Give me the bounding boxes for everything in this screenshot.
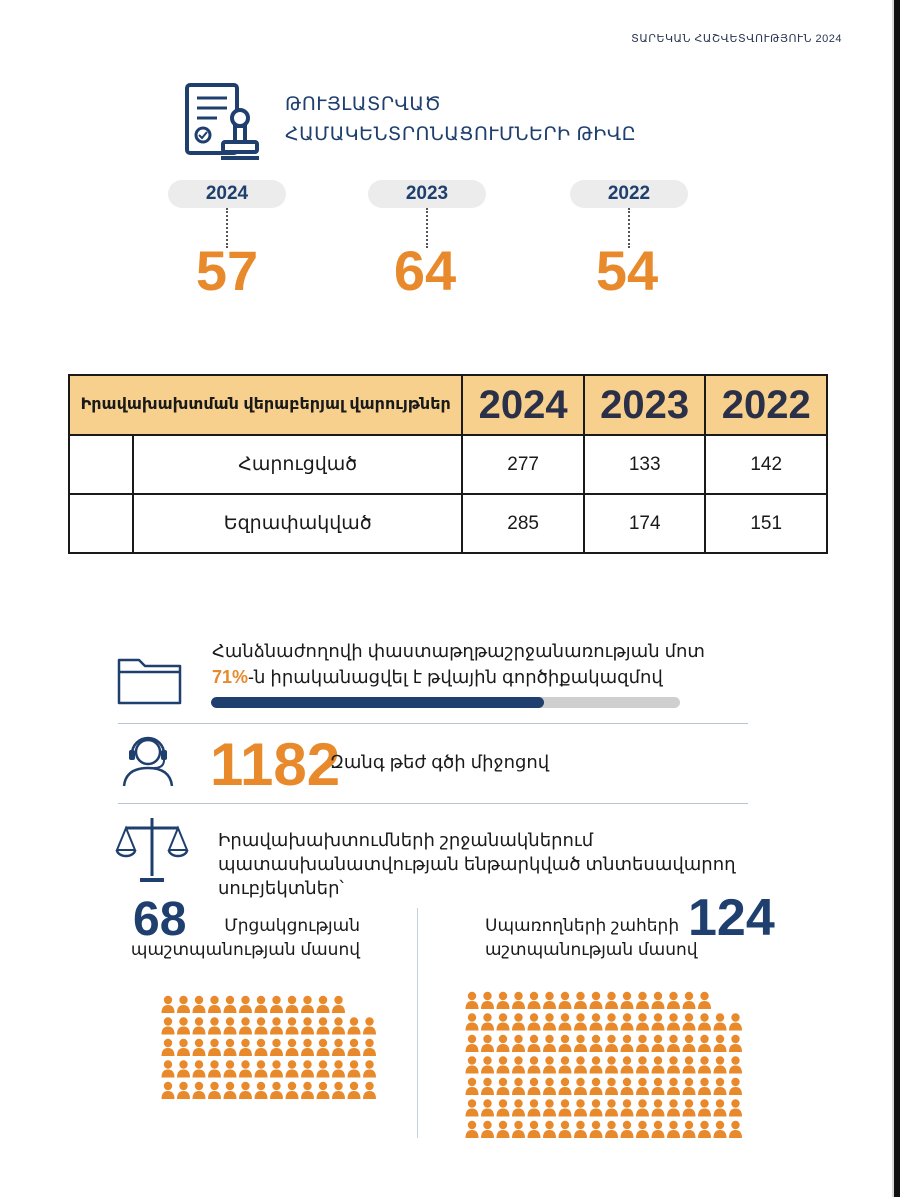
person-icon xyxy=(652,1121,665,1138)
person-icon xyxy=(574,1035,587,1052)
person-icon xyxy=(714,1121,727,1138)
person-icon xyxy=(652,1099,665,1116)
person-icon xyxy=(363,1060,376,1077)
person-icon xyxy=(512,1078,525,1095)
table-cell: 142 xyxy=(705,435,827,494)
person-icon xyxy=(301,1039,314,1056)
person-icon xyxy=(636,1013,649,1030)
table-header-year: 2024 xyxy=(462,375,584,435)
person-icon xyxy=(239,996,252,1013)
person-icon xyxy=(729,1035,742,1052)
person-icon xyxy=(363,1082,376,1099)
person-icon xyxy=(683,1078,696,1095)
column-divider xyxy=(417,908,418,1138)
person-icon xyxy=(636,1078,649,1095)
person-icon xyxy=(255,1017,268,1034)
person-icon xyxy=(559,1013,572,1030)
person-icon xyxy=(667,992,680,1009)
person-icon xyxy=(528,1035,541,1052)
person-icon xyxy=(590,1013,603,1030)
report-header-title: ՏԱՐԵԿԱՆ ՀԱՇՎԵՏՎՈՒԹՅՈՒՆ 2024 xyxy=(631,33,842,45)
table-row-label: Հարուցված xyxy=(133,435,462,494)
person-icon xyxy=(683,1121,696,1138)
person-icon xyxy=(208,1039,221,1056)
person-icon xyxy=(574,1056,587,1073)
person-icon xyxy=(698,992,711,1009)
person-icon xyxy=(667,1056,680,1073)
person-icon xyxy=(683,992,696,1009)
person-icon xyxy=(559,1035,572,1052)
section-divider xyxy=(118,723,748,724)
person-icon xyxy=(667,1035,680,1052)
person-icon xyxy=(177,996,190,1013)
person-icon xyxy=(667,1013,680,1030)
person-icon xyxy=(270,996,283,1013)
competition-count: 68 xyxy=(133,893,187,946)
person-icon xyxy=(224,1082,237,1099)
person-icon xyxy=(543,992,556,1009)
person-icon xyxy=(301,1017,314,1034)
page-edge xyxy=(894,0,900,1197)
person-icon xyxy=(636,1056,649,1073)
table-header-row xyxy=(69,375,827,435)
person-icon xyxy=(348,1017,361,1034)
competition-people-grid xyxy=(160,994,380,1144)
person-icon xyxy=(512,1013,525,1030)
year-value-2024: 57 xyxy=(195,239,259,302)
consumers-people-grid xyxy=(464,990,754,1140)
person-icon xyxy=(698,1078,711,1095)
person-icon xyxy=(332,1039,345,1056)
person-icon xyxy=(574,1078,587,1095)
person-icon xyxy=(332,1017,345,1034)
person-icon xyxy=(652,1013,665,1030)
person-icon xyxy=(729,1056,742,1073)
person-icon xyxy=(605,1099,618,1116)
person-icon xyxy=(605,1013,618,1030)
person-icon xyxy=(348,1039,361,1056)
person-icon xyxy=(667,1099,680,1116)
person-icon xyxy=(255,1082,268,1099)
person-icon xyxy=(574,1099,587,1116)
person-icon xyxy=(636,1099,649,1116)
person-icon xyxy=(239,1039,252,1056)
person-icon xyxy=(698,1099,711,1116)
person-icon xyxy=(667,1121,680,1138)
person-icon xyxy=(481,992,494,1009)
progress-fill xyxy=(211,697,544,708)
person-icon xyxy=(255,1039,268,1056)
person-icon xyxy=(574,1013,587,1030)
person-icon xyxy=(543,1099,556,1116)
person-icon xyxy=(270,1039,283,1056)
person-icon xyxy=(621,1121,634,1138)
table-row xyxy=(69,494,827,553)
person-icon xyxy=(636,1035,649,1052)
person-icon xyxy=(466,1121,479,1138)
table-cell: 133 xyxy=(584,435,706,494)
person-icon xyxy=(714,1099,727,1116)
person-icon xyxy=(348,1060,361,1077)
person-icon xyxy=(239,1082,252,1099)
person-icon xyxy=(528,1056,541,1073)
person-icon xyxy=(286,1017,299,1034)
person-icon xyxy=(652,1035,665,1052)
person-icon xyxy=(605,1121,618,1138)
year-value-2023: 64 xyxy=(393,239,457,302)
person-icon xyxy=(621,1013,634,1030)
document-stamp-icon xyxy=(183,82,263,169)
person-icon xyxy=(481,1099,494,1116)
person-icon xyxy=(559,1078,572,1095)
person-icon xyxy=(652,992,665,1009)
person-icon xyxy=(466,1099,479,1116)
person-icon xyxy=(497,1078,510,1095)
person-icon xyxy=(528,1013,541,1030)
person-icon xyxy=(590,1078,603,1095)
person-icon xyxy=(621,1056,634,1073)
digitalization-progress-bar xyxy=(211,697,680,708)
person-icon xyxy=(466,1035,479,1052)
person-icon xyxy=(301,996,314,1013)
person-icon xyxy=(286,996,299,1013)
person-icon xyxy=(270,1082,283,1099)
person-icon xyxy=(698,1013,711,1030)
person-icon xyxy=(543,1056,556,1073)
person-icon xyxy=(466,1013,479,1030)
person-icon xyxy=(729,1013,742,1030)
person-icon xyxy=(512,1056,525,1073)
person-icon xyxy=(481,1121,494,1138)
person-icon xyxy=(714,1013,727,1030)
person-icon xyxy=(636,992,649,1009)
person-icon xyxy=(466,992,479,1009)
year-label-2022: 2022 xyxy=(570,180,688,208)
scales-icon xyxy=(114,814,190,891)
person-icon xyxy=(317,1039,330,1056)
person-icon xyxy=(255,996,268,1013)
person-icon xyxy=(224,1039,237,1056)
person-icon xyxy=(332,1082,345,1099)
person-icon xyxy=(317,1082,330,1099)
person-icon xyxy=(481,1078,494,1095)
person-icon xyxy=(481,1035,494,1052)
person-icon xyxy=(317,996,330,1013)
person-icon xyxy=(348,1082,361,1099)
person-icon xyxy=(497,1056,510,1073)
person-icon xyxy=(193,1082,206,1099)
person-icon xyxy=(559,1056,572,1073)
person-icon xyxy=(239,1060,252,1077)
person-icon xyxy=(286,1060,299,1077)
person-icon xyxy=(621,1035,634,1052)
year-label-2024: 2024 xyxy=(168,180,286,208)
person-icon xyxy=(559,992,572,1009)
person-icon xyxy=(512,1099,525,1116)
person-icon xyxy=(714,1078,727,1095)
table-cell: 151 xyxy=(705,494,827,553)
person-icon xyxy=(621,1099,634,1116)
table-row-label: Եզրափակված xyxy=(133,494,462,553)
person-icon xyxy=(224,1017,237,1034)
headset-icon xyxy=(118,732,178,793)
person-icon xyxy=(301,1060,314,1077)
person-icon xyxy=(590,992,603,1009)
digitalization-percent: 71% xyxy=(212,667,249,687)
person-icon xyxy=(317,1060,330,1077)
person-icon xyxy=(714,1056,727,1073)
person-icon xyxy=(332,1060,345,1077)
person-icon xyxy=(543,1013,556,1030)
person-icon xyxy=(497,1013,510,1030)
table-row xyxy=(69,435,827,494)
hotline-label: Զանգ թեժ գծի միջոցով xyxy=(330,752,550,772)
person-icon xyxy=(512,992,525,1009)
hotline-count: 1182 xyxy=(210,731,341,798)
person-icon xyxy=(363,1017,376,1034)
person-icon xyxy=(621,992,634,1009)
person-icon xyxy=(208,1060,221,1077)
person-icon xyxy=(208,1017,221,1034)
person-icon xyxy=(605,992,618,1009)
person-icon xyxy=(714,1035,727,1052)
person-icon xyxy=(255,1060,268,1077)
person-icon xyxy=(162,1082,175,1099)
person-icon xyxy=(590,1035,603,1052)
page-edge-shadow xyxy=(892,0,894,1197)
person-icon xyxy=(224,1060,237,1077)
person-icon xyxy=(286,1039,299,1056)
person-icon xyxy=(193,1039,206,1056)
table-cell: 277 xyxy=(462,435,584,494)
year-value-2022: 54 xyxy=(595,239,659,302)
person-icon xyxy=(729,1078,742,1095)
person-icon xyxy=(497,1035,510,1052)
person-icon xyxy=(698,1035,711,1052)
person-icon xyxy=(162,1060,175,1077)
person-icon xyxy=(605,1078,618,1095)
person-icon xyxy=(667,1078,680,1095)
person-icon xyxy=(605,1035,618,1052)
person-icon xyxy=(466,1078,479,1095)
person-icon xyxy=(466,1056,479,1073)
person-icon xyxy=(559,1121,572,1138)
person-icon xyxy=(177,1039,190,1056)
year-label-2023: 2023 xyxy=(368,180,486,208)
person-icon xyxy=(652,1056,665,1073)
person-icon xyxy=(224,996,237,1013)
person-icon xyxy=(193,1060,206,1077)
person-icon xyxy=(528,992,541,1009)
person-icon xyxy=(698,1056,711,1073)
person-icon xyxy=(177,1082,190,1099)
person-icon xyxy=(208,996,221,1013)
person-icon xyxy=(574,1121,587,1138)
person-icon xyxy=(698,1121,711,1138)
person-icon xyxy=(512,1121,525,1138)
person-icon xyxy=(208,1082,221,1099)
person-icon xyxy=(543,1078,556,1095)
person-icon xyxy=(729,1121,742,1138)
person-icon xyxy=(270,1017,283,1034)
person-icon xyxy=(605,1056,618,1073)
person-icon xyxy=(543,1121,556,1138)
proceedings-table xyxy=(68,374,828,554)
person-icon xyxy=(528,1078,541,1095)
person-icon xyxy=(683,1035,696,1052)
person-icon xyxy=(497,1121,510,1138)
person-icon xyxy=(528,1099,541,1116)
person-icon xyxy=(683,1013,696,1030)
person-icon xyxy=(177,1060,190,1077)
person-icon xyxy=(621,1078,634,1095)
person-icon xyxy=(512,1035,525,1052)
table-cell-blank xyxy=(69,494,133,553)
person-icon xyxy=(193,996,206,1013)
person-icon xyxy=(636,1121,649,1138)
person-icon xyxy=(481,1056,494,1073)
person-icon xyxy=(528,1121,541,1138)
person-icon xyxy=(177,1017,190,1034)
competition-label: Մրցակցության պաշտպանության մասով xyxy=(130,916,360,959)
table-header-label: Իրավախախտման վերաբերյալ վարույթներ xyxy=(69,375,462,435)
folder-icon xyxy=(116,652,184,711)
person-icon xyxy=(497,992,510,1009)
person-icon xyxy=(317,1017,330,1034)
concentrations-heading: ԹՈՒՅԼԱՏՐՎԱԾ ՀԱՄԱԿԵՆՏՐՈՆԱՑՈՒՄՆԵՐԻ ԹԻՎԸ xyxy=(285,94,637,145)
person-icon xyxy=(683,1099,696,1116)
person-icon xyxy=(574,992,587,1009)
person-icon xyxy=(481,1013,494,1030)
table-cell-blank xyxy=(69,435,133,494)
person-icon xyxy=(162,996,175,1013)
person-icon xyxy=(683,1056,696,1073)
subjects-description: Իրավախախտումների շրջանակներում պատասխանատվության ենթարկված տնտեսավարող սուբյեկտներ՝ xyxy=(218,830,736,898)
person-icon xyxy=(652,1078,665,1095)
person-icon xyxy=(559,1099,572,1116)
person-icon xyxy=(286,1082,299,1099)
person-icon xyxy=(301,1082,314,1099)
person-icon xyxy=(239,1017,252,1034)
person-icon xyxy=(193,1017,206,1034)
table-header-year: 2023 xyxy=(584,375,706,435)
person-icon xyxy=(363,1039,376,1056)
person-icon xyxy=(162,1039,175,1056)
consumers-count: 124 xyxy=(688,889,775,947)
section-divider xyxy=(118,803,748,804)
table-cell: 174 xyxy=(584,494,706,553)
table-cell: 285 xyxy=(462,494,584,553)
consumers-label: Սպառողների շահերի աշտպանության մասով xyxy=(485,916,698,959)
person-icon xyxy=(590,1099,603,1116)
person-icon xyxy=(543,1035,556,1052)
person-icon xyxy=(729,1099,742,1116)
person-icon xyxy=(497,1099,510,1116)
digitalization-text: Հանձնաժողովի փաստաթղթաշրջանառության մոտ 71%-ն իրականացվել է թվային գործիքակազմով xyxy=(212,641,705,687)
person-icon xyxy=(590,1121,603,1138)
person-icon xyxy=(162,1017,175,1034)
person-icon xyxy=(332,996,345,1013)
table-header-year: 2022 xyxy=(705,375,827,435)
person-icon xyxy=(270,1060,283,1077)
person-icon xyxy=(590,1056,603,1073)
